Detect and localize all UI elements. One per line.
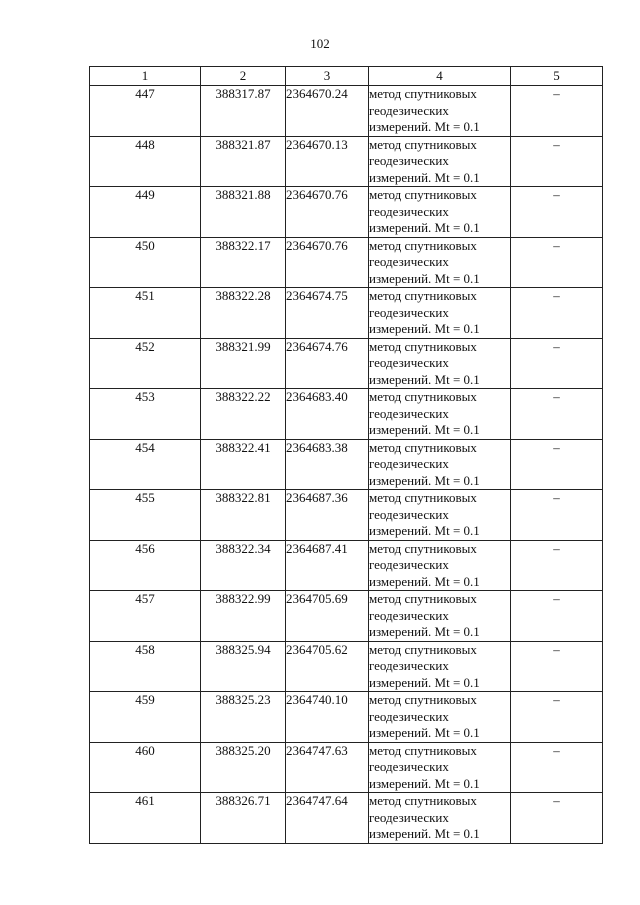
method-text-line: измерений. Mt = 0.1 — [369, 169, 480, 185]
method-cell — [369, 338, 511, 389]
point-number-cell: 455 — [90, 490, 201, 541]
note-cell: – — [511, 591, 603, 642]
method-text-line: геодезических — [369, 405, 449, 421]
method-text-line: геодезических — [369, 708, 449, 724]
method-text-line: метод спутниковых — [369, 692, 477, 707]
page-number: 102 — [310, 36, 330, 51]
method-text-line: метод спутниковых — [369, 187, 477, 202]
method-cell — [369, 237, 511, 288]
point-number-cell: 451 — [90, 288, 201, 339]
method-cell — [369, 439, 511, 490]
y-coordinate-cell: 2364687.36 — [286, 490, 369, 541]
x-coordinate-cell: 388322.17 — [201, 237, 286, 288]
method-text-line: геодезических — [369, 759, 449, 774]
point-number-cell: 456 — [90, 540, 201, 591]
method-text-line: геодезических — [369, 506, 449, 522]
header-cell: 5 — [511, 67, 603, 86]
point-number-cell: 461 — [90, 793, 201, 844]
note-cell: – — [511, 187, 603, 238]
method-cell — [369, 591, 511, 642]
x-coordinate-cell: 388325.23 — [201, 692, 286, 743]
x-coordinate-cell: 388326.71 — [201, 793, 286, 844]
method-text-line: геодезических — [369, 557, 449, 572]
x-coordinate-cell: 388325.94 — [201, 641, 286, 692]
method-cell — [369, 86, 511, 137]
method-cell — [369, 692, 511, 743]
table-header-row — [90, 67, 603, 86]
method-text-line: метод спутниковых — [369, 338, 477, 354]
method-text-line: метод спутниковых — [369, 591, 477, 606]
method-text-line: метод спутниковых — [369, 288, 477, 303]
point-number-cell: 454 — [90, 439, 201, 490]
method-text-line: измерений. Mt = 0.1 — [369, 321, 480, 336]
x-coordinate-cell: 388322.34 — [201, 540, 286, 591]
method-text-line: геодезических — [369, 607, 449, 623]
y-coordinate-cell: 2364674.76 — [286, 338, 369, 389]
y-coordinate-cell: 2364747.63 — [286, 742, 369, 793]
method-cell — [369, 288, 511, 339]
note-cell: – — [511, 237, 603, 288]
header-cell: 2 — [201, 67, 286, 86]
method-text-line: геодезических — [369, 658, 449, 673]
method-text-line: измерений. Mt = 0.1 — [369, 826, 480, 841]
note-cell: – — [511, 86, 603, 137]
x-coordinate-cell: 388317.87 — [201, 86, 286, 137]
method-cell — [369, 136, 511, 187]
table-row — [90, 389, 603, 440]
y-coordinate-cell: 2364687.41 — [286, 540, 369, 591]
method-text-line: геодезических — [369, 304, 449, 320]
method-text-line: измерений. Mt = 0.1 — [369, 220, 480, 235]
header-cell: 1 — [90, 67, 201, 86]
note-cell: – — [511, 793, 603, 844]
point-number-cell: 460 — [90, 742, 201, 793]
method-text-line: геодезических — [369, 102, 449, 118]
note-cell: – — [511, 288, 603, 339]
x-coordinate-cell: 388322.22 — [201, 389, 286, 440]
note-cell: – — [511, 338, 603, 389]
method-cell — [369, 742, 511, 793]
method-text-line: геодезических — [369, 153, 449, 168]
coordinates-table — [89, 66, 603, 844]
table-row — [90, 591, 603, 642]
table-row — [90, 136, 603, 187]
y-coordinate-cell: 2364670.13 — [286, 136, 369, 187]
method-text-line: геодезических — [369, 254, 449, 269]
x-coordinate-cell: 388321.99 — [201, 338, 286, 389]
method-text-line: метод спутниковых — [369, 641, 477, 657]
method-text-line: измерений. Mt = 0.1 — [369, 371, 480, 387]
x-coordinate-cell: 388321.88 — [201, 187, 286, 238]
point-number-cell: 459 — [90, 692, 201, 743]
y-coordinate-cell: 2364740.10 — [286, 692, 369, 743]
note-cell: – — [511, 389, 603, 440]
header-cell: 4 — [369, 67, 511, 86]
method-text-line: измерений. Mt = 0.1 — [369, 119, 480, 134]
method-text-line: метод спутниковых — [369, 793, 477, 808]
method-text-line: измерений. Mt = 0.1 — [369, 270, 480, 286]
y-coordinate-cell: 2364683.40 — [286, 389, 369, 440]
y-coordinate-cell: 2364705.69 — [286, 591, 369, 642]
method-text-line: геодезических — [369, 203, 449, 219]
method-cell — [369, 793, 511, 844]
y-coordinate-cell: 2364674.75 — [286, 288, 369, 339]
table-row — [90, 86, 603, 137]
y-coordinate-cell: 2364670.24 — [286, 86, 369, 137]
method-cell — [369, 490, 511, 541]
method-text-line: измерений. Mt = 0.1 — [369, 472, 480, 488]
method-text-line: метод спутниковых — [369, 742, 477, 758]
method-text-line: метод спутниковых — [369, 389, 477, 404]
point-number-cell: 447 — [90, 86, 201, 137]
point-number-cell: 457 — [90, 591, 201, 642]
table-row — [90, 540, 603, 591]
point-number-cell: 452 — [90, 338, 201, 389]
method-text-line: геодезических — [369, 809, 449, 825]
method-cell — [369, 641, 511, 692]
method-text-line: измерений. Mt = 0.1 — [369, 725, 480, 740]
method-text-line: геодезических — [369, 456, 449, 471]
note-cell: – — [511, 540, 603, 591]
table-row — [90, 742, 603, 793]
x-coordinate-cell: 388321.87 — [201, 136, 286, 187]
header-cell: 3 — [286, 67, 369, 86]
y-coordinate-cell: 2364670.76 — [286, 187, 369, 238]
table-row — [90, 439, 603, 490]
point-number-cell: 453 — [90, 389, 201, 440]
method-text-line: измерений. Mt = 0.1 — [369, 775, 480, 791]
method-text-line: метод спутниковых — [369, 86, 477, 101]
method-cell — [369, 389, 511, 440]
x-coordinate-cell: 388322.99 — [201, 591, 286, 642]
method-cell — [369, 187, 511, 238]
note-cell: – — [511, 692, 603, 743]
table-row — [90, 338, 603, 389]
table-row — [90, 692, 603, 743]
y-coordinate-cell: 2364747.64 — [286, 793, 369, 844]
method-text-line: измерений. Mt = 0.1 — [369, 624, 480, 639]
point-number-cell: 448 — [90, 136, 201, 187]
method-text-line: измерений. Mt = 0.1 — [369, 674, 480, 690]
table-row — [90, 187, 603, 238]
method-text-line: метод спутниковых — [369, 540, 477, 556]
method-text-line: измерений. Mt = 0.1 — [369, 422, 480, 437]
point-number-cell: 458 — [90, 641, 201, 692]
point-number-cell: 450 — [90, 237, 201, 288]
table-row — [90, 288, 603, 339]
method-text-line: измерений. Mt = 0.1 — [369, 573, 480, 589]
note-cell: – — [511, 136, 603, 187]
method-cell — [369, 540, 511, 591]
method-text-line: метод спутниковых — [369, 136, 477, 152]
x-coordinate-cell: 388325.20 — [201, 742, 286, 793]
y-coordinate-cell: 2364683.38 — [286, 439, 369, 490]
note-cell: – — [511, 641, 603, 692]
table-row — [90, 490, 603, 541]
note-cell: – — [511, 439, 603, 490]
method-text-line: геодезических — [369, 355, 449, 370]
x-coordinate-cell: 388322.41 — [201, 439, 286, 490]
table-row — [90, 641, 603, 692]
table-row — [90, 793, 603, 844]
method-text-line: метод спутниковых — [369, 237, 477, 253]
note-cell: – — [511, 742, 603, 793]
table-row — [90, 237, 603, 288]
method-text-line: метод спутниковых — [369, 439, 477, 455]
note-cell: – — [511, 490, 603, 541]
method-text-line: измерений. Mt = 0.1 — [369, 523, 480, 538]
x-coordinate-cell: 388322.28 — [201, 288, 286, 339]
method-text-line: метод спутниковых — [369, 490, 477, 505]
x-coordinate-cell: 388322.81 — [201, 490, 286, 541]
y-coordinate-cell: 2364705.62 — [286, 641, 369, 692]
y-coordinate-cell: 2364670.76 — [286, 237, 369, 288]
point-number-cell: 449 — [90, 187, 201, 238]
